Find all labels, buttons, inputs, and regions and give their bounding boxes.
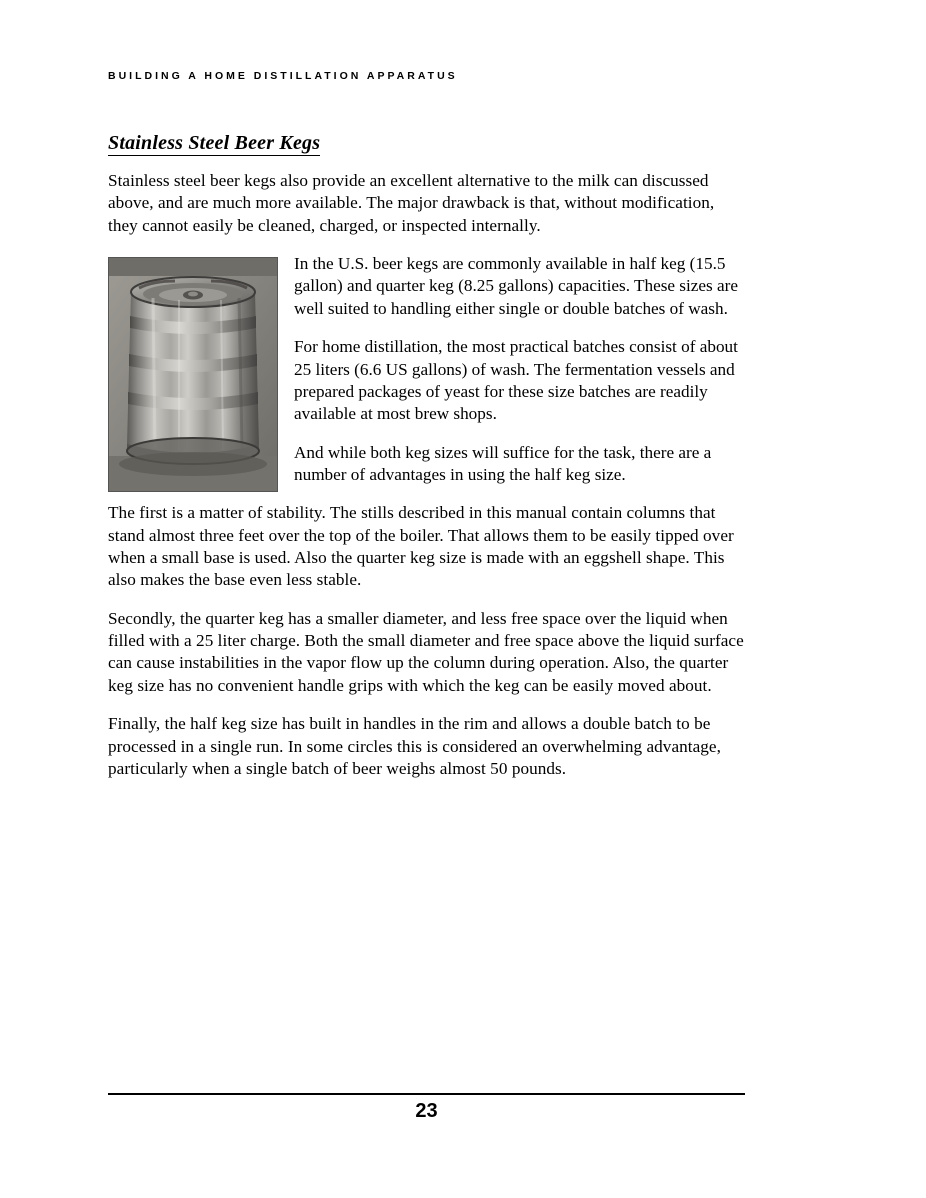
paragraph-diameter: Secondly, the quarter keg has a smaller diameter, and less free space over the liquid when filled with a 25 liter charge. Both the small diameter and free space above the liquid surface can cause instabilities in the vapor flow up the column during operation. Also, the quarter keg size has no convenient handle grips with which the keg can be easily moved about. (108, 608, 744, 695)
paragraph-handles: Finally, the half keg size has built in handles in the rim and allows a double batch to be processed in a single run. In some circles this is considered an overwhelming advantage, particularly when a single batch of beer weighs almost 50 pounds. (108, 714, 721, 778)
page-content (108, 132, 745, 796)
paragraph-advantages: And while both keg sizes will suffice for the task, there are a number of advantages in using the half keg size. (294, 442, 712, 484)
keg-photo-image (109, 258, 277, 491)
paragraph-sizes: In the U.S. beer kegs are commonly available in half keg (15.5 gallon) and quarter keg (8.25 gallons) capacities. These sizes are well suited to handling either single or double batches of wash. (294, 254, 738, 318)
paragraph-stability: The first is a matter of stability. The stills described in this manual contain columns that stand almost three feet over the top of the boiler. That allows them to be easily tipped over when a small base is used. Also the quarter keg size is made with an eggshell shape. This also makes the base even less stable. (108, 503, 734, 590)
section-heading: Stainless Steel Beer Kegs (108, 132, 321, 154)
page-number: 23 (415, 1100, 438, 1122)
footer-divider (108, 1093, 745, 1095)
keg-photo (108, 257, 278, 492)
paragraph-batches: For home distillation, the most practical batches consist of about 25 liters (6.6 US gallons) of wash. The fermentation vessels and prepared packages of yeast for these size batches are readily available at most brew shops. (294, 337, 738, 424)
figure-text-wrap (108, 253, 745, 502)
running-header: BUILDING A HOME DISTILLATION APPARATUS (108, 70, 458, 82)
paragraph-intro: Stainless steel beer kegs also provide an excellent alternative to the milk can discussed above, and are much more available. The major drawback is that, without modification, they cannot easily be cleaned, charged, or inspected internally. (108, 171, 715, 235)
